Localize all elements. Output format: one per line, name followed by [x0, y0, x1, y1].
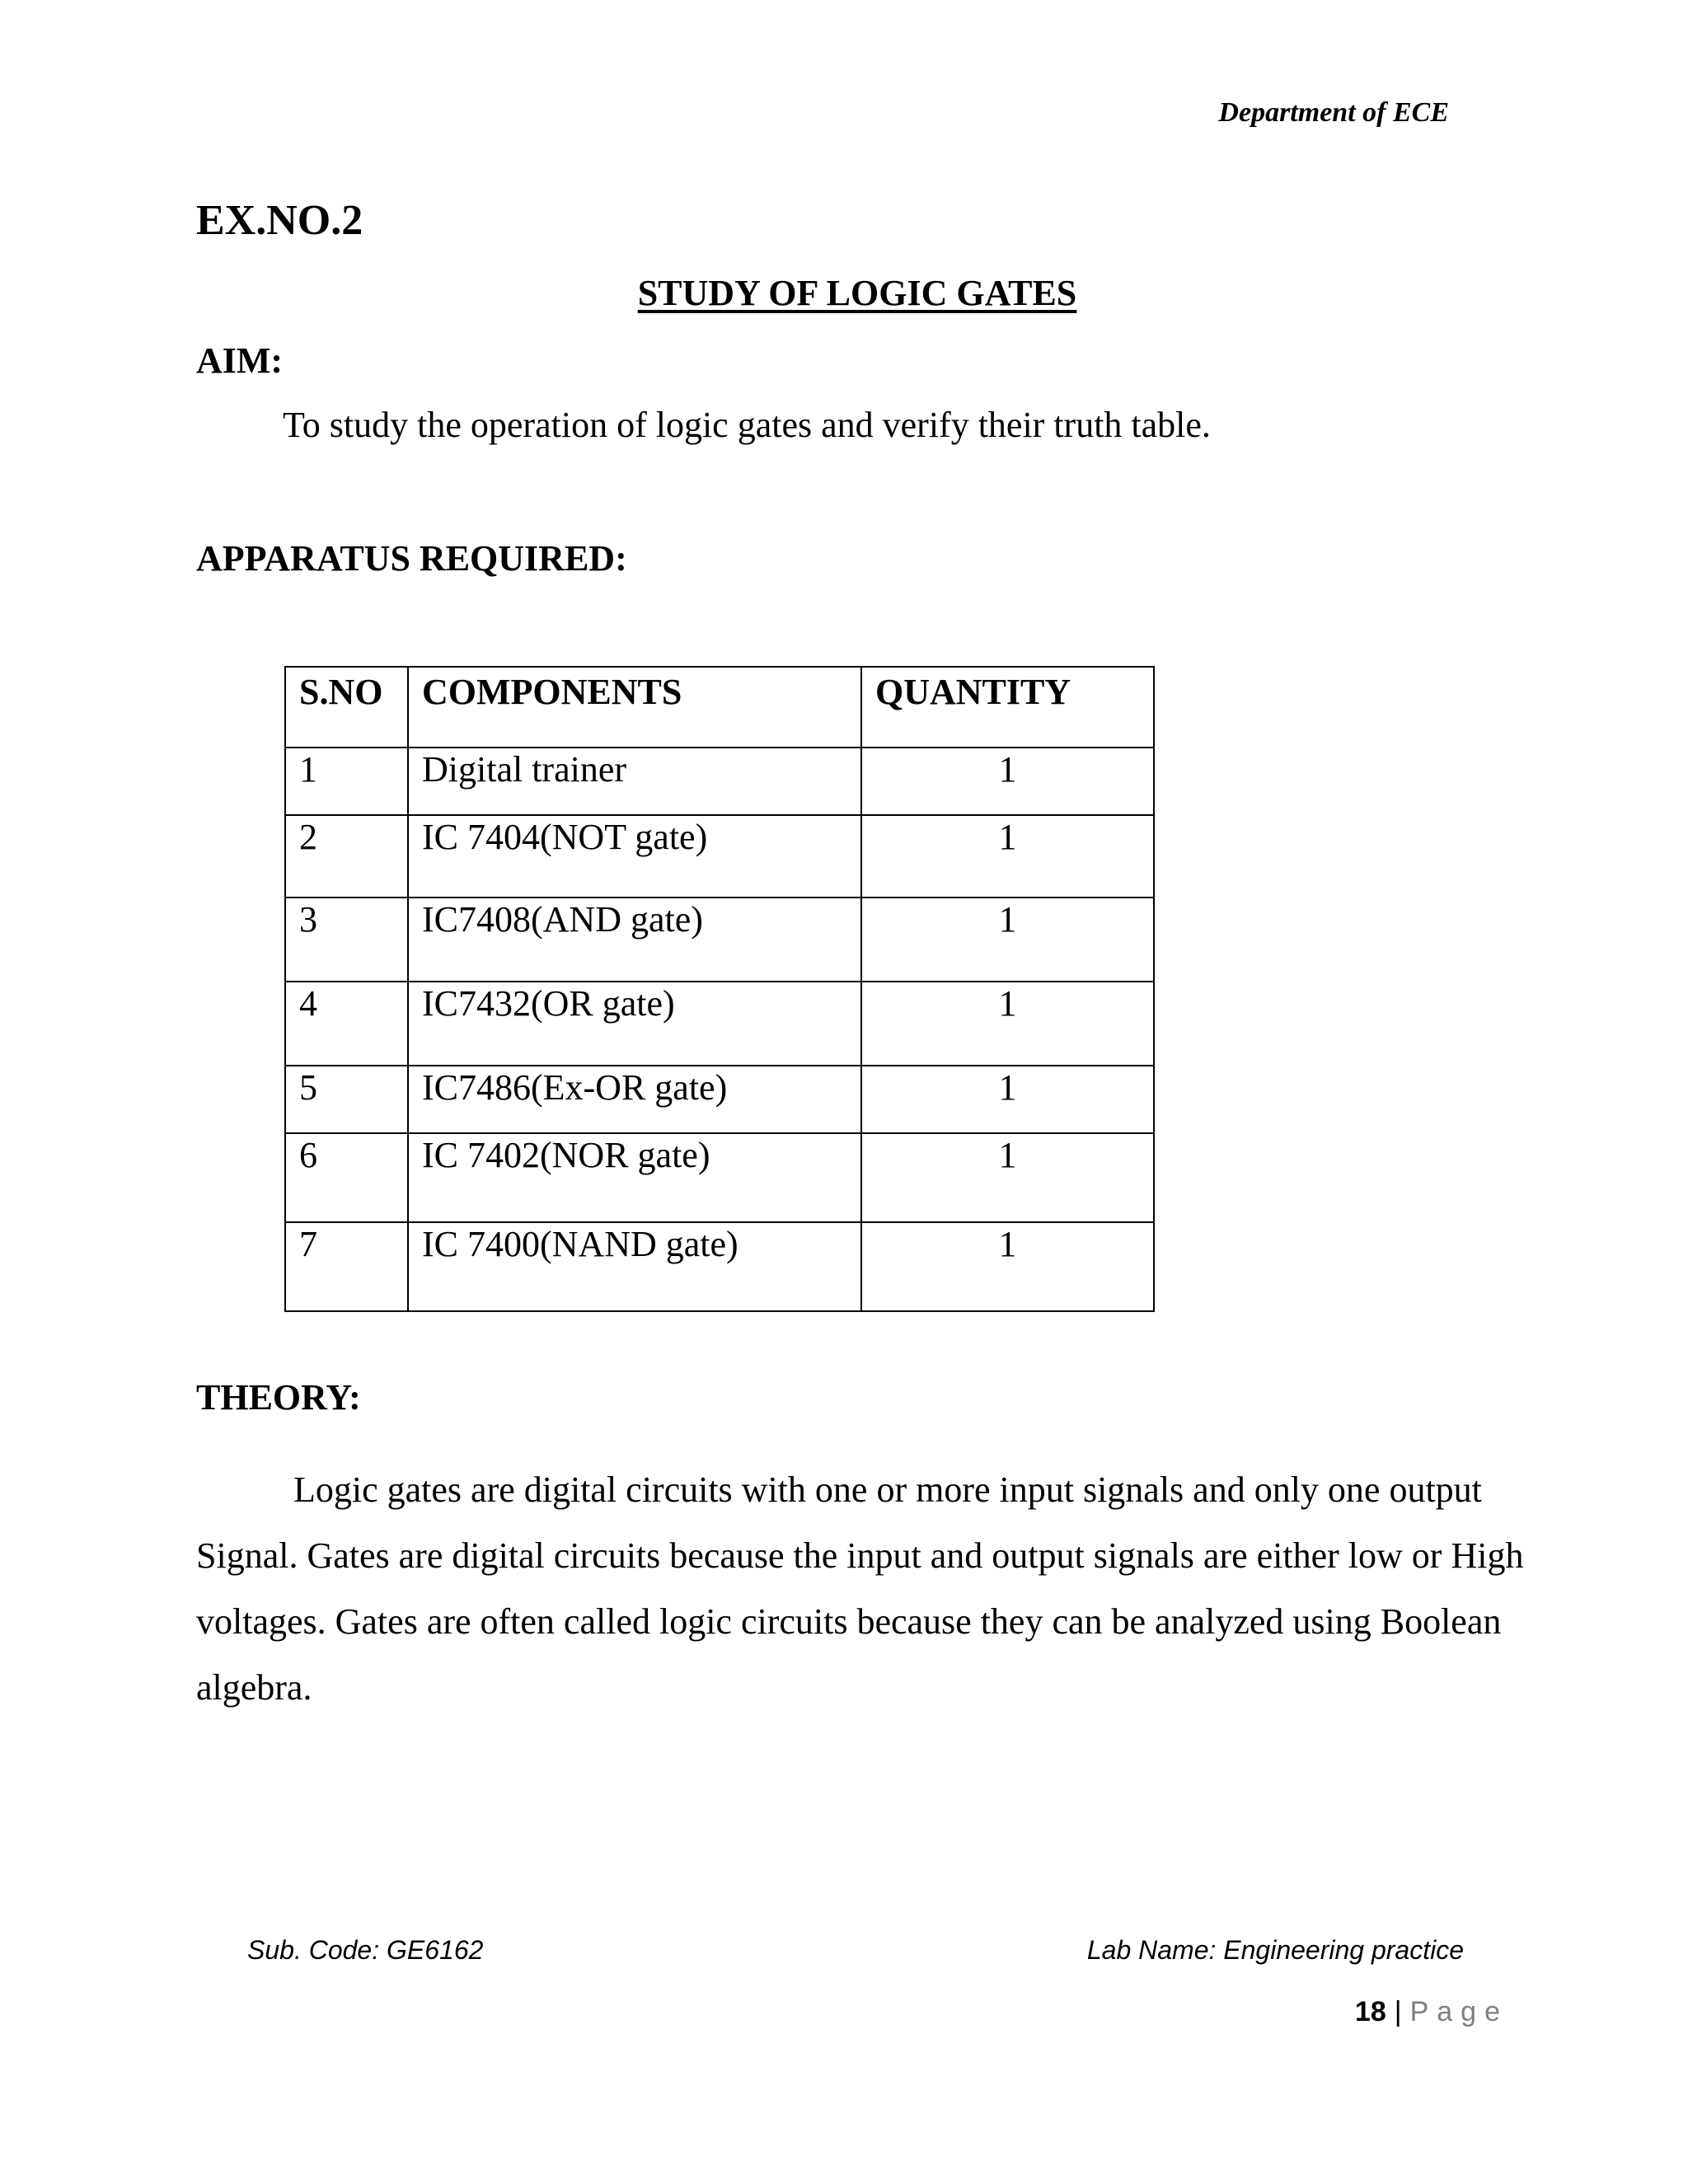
exercise-number: EX.NO.2 — [196, 197, 363, 244]
cell-quantity: 1 — [861, 815, 1154, 898]
table-row — [285, 1066, 1154, 1133]
column-header-sno: S.NO — [285, 667, 408, 748]
page-word: Page — [1409, 1996, 1508, 2027]
table-row — [285, 815, 1154, 898]
theory-text: Logic gates are digital circuits with one or more input signals and only one output Signal. Gates are digital circuits because the input and output signals are either low or High voltages. Gates are often called logic circuits because they can be analyzed using Boolean algebra. — [196, 1469, 1524, 1708]
cell-sno: 6 — [285, 1133, 408, 1222]
aim-heading: AIM: — [196, 340, 284, 381]
cell-sno: 3 — [285, 898, 408, 982]
table-row — [285, 982, 1154, 1066]
cell-sno: 7 — [285, 1222, 408, 1311]
page-separator: | — [1394, 1996, 1402, 2027]
cell-quantity: 1 — [861, 982, 1154, 1066]
table-row — [285, 1222, 1154, 1311]
cell-quantity: 1 — [861, 748, 1154, 815]
cell-quantity: 1 — [861, 1133, 1154, 1222]
theory-heading: THEORY: — [196, 1377, 361, 1418]
cell-sno: 5 — [285, 1066, 408, 1133]
column-header-components: COMPONENTS — [408, 667, 861, 748]
table-row — [285, 748, 1154, 815]
footer-sub-code: Sub. Code: GE6162 — [247, 1935, 484, 1965]
table-header-row — [285, 667, 1154, 748]
table-row — [285, 1133, 1154, 1222]
cell-component: Digital trainer — [408, 748, 861, 815]
page-number: 18 — [1354, 1996, 1386, 2027]
cell-sno: 1 — [285, 748, 408, 815]
cell-component: IC7432(OR gate) — [408, 982, 861, 1066]
cell-quantity: 1 — [861, 898, 1154, 982]
table-row — [285, 898, 1154, 982]
cell-component: IC 7404(NOT gate) — [408, 815, 861, 898]
cell-sno: 2 — [285, 815, 408, 898]
exercise-title: STUDY OF LOGIC GATES — [637, 273, 1077, 313]
cell-quantity: 1 — [861, 1222, 1154, 1311]
cell-quantity: 1 — [861, 1066, 1154, 1133]
aim-text: To study the operation of logic gates and verify their truth table. — [283, 405, 1211, 445]
apparatus-table — [284, 666, 1155, 1312]
apparatus-heading: APPARATUS REQUIRED: — [196, 538, 627, 579]
footer-lab-name: Lab Name: Engineering practice — [1086, 1935, 1464, 1965]
page-number-footer — [1355, 1996, 1508, 2028]
cell-component: IC 7400(NAND gate) — [408, 1222, 861, 1311]
department-header: Department of ECE — [1218, 97, 1449, 128]
cell-component: IC7486(Ex-OR gate) — [408, 1066, 861, 1133]
cell-component: IC 7402(NOR gate) — [408, 1133, 861, 1222]
cell-sno: 4 — [285, 982, 408, 1066]
column-header-quantity: QUANTITY — [861, 667, 1154, 748]
cell-component: IC7408(AND gate) — [408, 898, 861, 982]
